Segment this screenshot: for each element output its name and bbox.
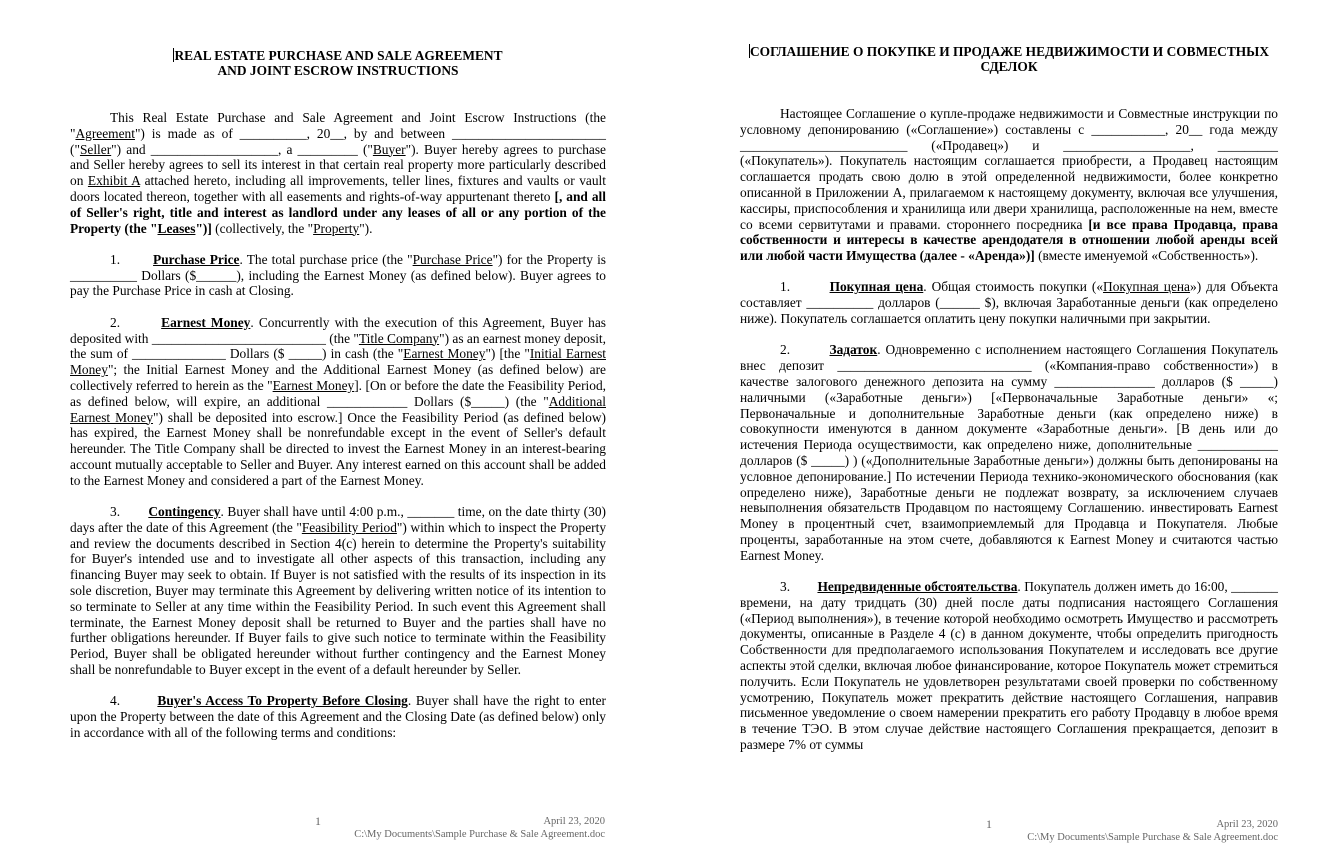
section-heading: Покупная цена <box>829 279 924 295</box>
document-body <box>740 106 1278 768</box>
section-contingency: 3. Contingency. Buyer shall have until 4:00 p.m., _______ time, on the date thirty (30) days after the date of this Agreement (the "Feasibility Period") within which to inspect the Property and review the documents described in Section 4(c) herein to determine the Property's suitability for Buyer's intended use and to investigate all other aspects of this transaction, including any financing Buyer may seek to obtain. If Buyer is not satisfied with the results of its inspection in its sole discretion, Buyer may terminate this Agreement by delivering written notice of its intention to so terminate to Seller at any time within the Feasibility Period. In such event this Agreement shall terminate, the Earnest Money deposit shall be returned to Buyer and the parties shall have no further obligations hereunder. If Buyer fails to give such notice to terminate within the Feasibility Period, Buyer shall be obligated hereunder without further contingency and the Earnest Money shall be nonrefundable to Buyer except in the event of a default hereunder by Seller. <box>70 504 607 677</box>
section-heading: Задаток <box>829 342 878 358</box>
page-number: 1 <box>986 817 992 831</box>
section-purchase-price: 1. Purchase Price. The total purchase price (the "Purchase Price") for the Property is __________ Dollars ($______), including the Earnest Money (as defined below). Buyer agrees to pay the Purchase Price in cash at Closing. <box>70 251 607 299</box>
section-heading: Earnest Money <box>161 314 251 330</box>
section-earnest-money: 2. Задаток. Одновременно с исполнением настоящего Соглашения Покупатель внес депозит _____________________________ («Компания-право собственности») в качестве залогового денежного депозита на сумму _______________ долларов ($ _____) наличными («Заработные деньги») [«Первоначальные Заработные деньги» «; Первоначальные и дополнительные Заработные деньги (как определено ниже) в совокупности именуются в данном документе «Заработные деньги». [В день или до истечения Периода осуществимости, как определено ниже, дополнительные ____________ долларов ($ _____) ) («Дополнительные Заработные деньги») должны быть депонированы на условное депонирование.] По истечении Периода технико-экономического обоснования (как определено ниже), Заработные деньги не подлежат возврату, за исключением случаев невыполнения обязательств Продавцом по настоящему Соглашению. инвестировать Earnest Money в процентный счет, взаимоприемлемый для Продавца и Покупателя. Любые проценты, заработанные на этом счете, добавляются к Earnest Money и считаются частью Earnest Money. <box>740 342 1278 563</box>
english-document-page <box>70 0 606 852</box>
russian-document-page <box>740 0 1278 852</box>
intro-paragraph: Настоящее Соглашение о купле-продаже недвижимости и Совместные инструкции по условному депонированию («Соглашение») составлены с ___________, 20__ года между _________________________ («Продавец») и ___________________, _________ («Покупатель»). Покупатель настоящим соглашается приобрести, а Продавец настоящим соглашается продать свою долю в этой определенной недвижимости, более конкретно описанной в Приложении А, прилагаемом к настоящему документу, включая все улучшения, кассиры, приспособления и хранилища или двери хранилища, расположенные на нем, вместе со всеми сервитутами и правами. стороннего посредника [и все права Продавца, права собственности и интересы в качестве арендодателя в отношении любой аренды всей или любой части Имущества (далее - «Аренда»)] (вместе именуемой «Собственность»). <box>740 106 1278 264</box>
footer-date: April 23, 2020 <box>543 816 605 827</box>
document-body <box>70 110 606 756</box>
section-heading: Contingency <box>148 504 221 520</box>
section-heading: Непредвиденные обстоятельства <box>817 579 1018 595</box>
page-number: 1 <box>315 814 321 828</box>
intro-paragraph: This Real Estate Purchase and Sale Agreement and Joint Escrow Instructions (the "Agreement") is made as of __________, 20__, by and between _______________________ ("Seller") and ___________________, a _________ ("Buyer"). Buyer hereby agrees to purchase and Seller hereby agrees to sell its interest in that certain real property more particularly described on Exhibit A attached hereto, including all improvements, teller lines, fixtures and vaults or vault doors located thereon, together with all easements and rights-of-way appurtenant thereto [, and all of Seller's right, title and interest as landlord under any leases of all or any portion of the Property (the "Leases")] (collectively, the "Property"). <box>70 110 606 236</box>
document-title: СОГЛАШЕНИЕ О ПОКУПКЕ И ПРОДАЖЕ НЕДВИЖИМОСТИ И СОВМЕСТНЫХ СДЕЛОК <box>749 44 1269 74</box>
section-heading: Purchase Price <box>153 251 240 267</box>
section-purchase-price: 1. Покупная цена. Общая стоимость покупки («Покупная цена») для Объекта составляет __________ долларов (______ $), включая Заработанные деньги (как определено ниже). Покупатель соглашается оплатить цену покупки наличными при закрытии. <box>740 279 1279 327</box>
section-earnest-money: 2. Earnest Money. Concurrently with the execution of this Agreement, Buyer has deposited with __________________________ (the "Title Company") as an earnest money deposit, the sum of ______________ Dollars ($ _____) in cash (the "Earnest Money") [the "Initial Earnest Money"; the Initial Earnest Money and the Additional Earnest Money (as defined below) are collectively referred to herein as the "Earnest Money]. [On or before the date the Feasibility Period, as defined below, will expire, an additional ____________ Dollars ($_____) (the "Additional Earnest Money") shall be deposited into escrow.] Once the Feasibility Period (as defined below) has expired, the Earnest Money shall be nonrefundable except in the event of Seller's default hereunder. The Title Company shall be directed to invest the Earnest Money in an interest-bearing account mutually acceptable to Seller and Buyer. Any interest earned on this account shall be added to the Earnest Money and considered a part of the Earnest Money. <box>70 314 607 488</box>
section-heading: Buyer's Access To Property Before Closing <box>157 693 408 709</box>
document-title: REAL ESTATE PURCHASE AND SALE AGREEMENT AND JOINT ESCROW INSTRUCTIONS <box>174 48 503 78</box>
footer-path: C:\My Documents\Sample Purchase & Sale Agreement.doc <box>1027 832 1278 843</box>
section-buyer-access: 4. Buyer's Access To Property Before Closing. Buyer shall have the right to enter upon the Property between the date of this Agreement and the Closing Date (as defined below) only in accordance with all of the following terms and conditions: <box>70 693 606 740</box>
footer-path: C:\My Documents\Sample Purchase & Sale Agreement.doc <box>354 829 605 840</box>
footer-date: April 23, 2020 <box>1216 819 1278 830</box>
section-contingency: 3. Непредвиденные обстоятельства. Покупатель должен иметь до 16:00, _______ времени, на дату тридцать (30) дней после даты подписания настоящего Соглашения («Период выполнения»), в течение которой необходимо осмотреть Имущество и рассмотреть документы, описанные в Разделе 4 (с) в данном документе, чтобы определить пригодность Собственности для предполагаемого использования Покупателем и исследовать все другие аспекты этой сделки, включая любое финансирование, которое Покупатель может стремиться получить. Если Покупатель не удовлетворен результатами своей проверки по собственному усмотрению, Покупатель может прекратить действие настоящего Соглашения, направив письменное уведомление о своем намерении прекратить его работу Продавцу в любое время в течение ТЭО. В этом случае действие настоящего Соглашения прекращается, депозит в размере 7% от суммы <box>740 579 1279 752</box>
